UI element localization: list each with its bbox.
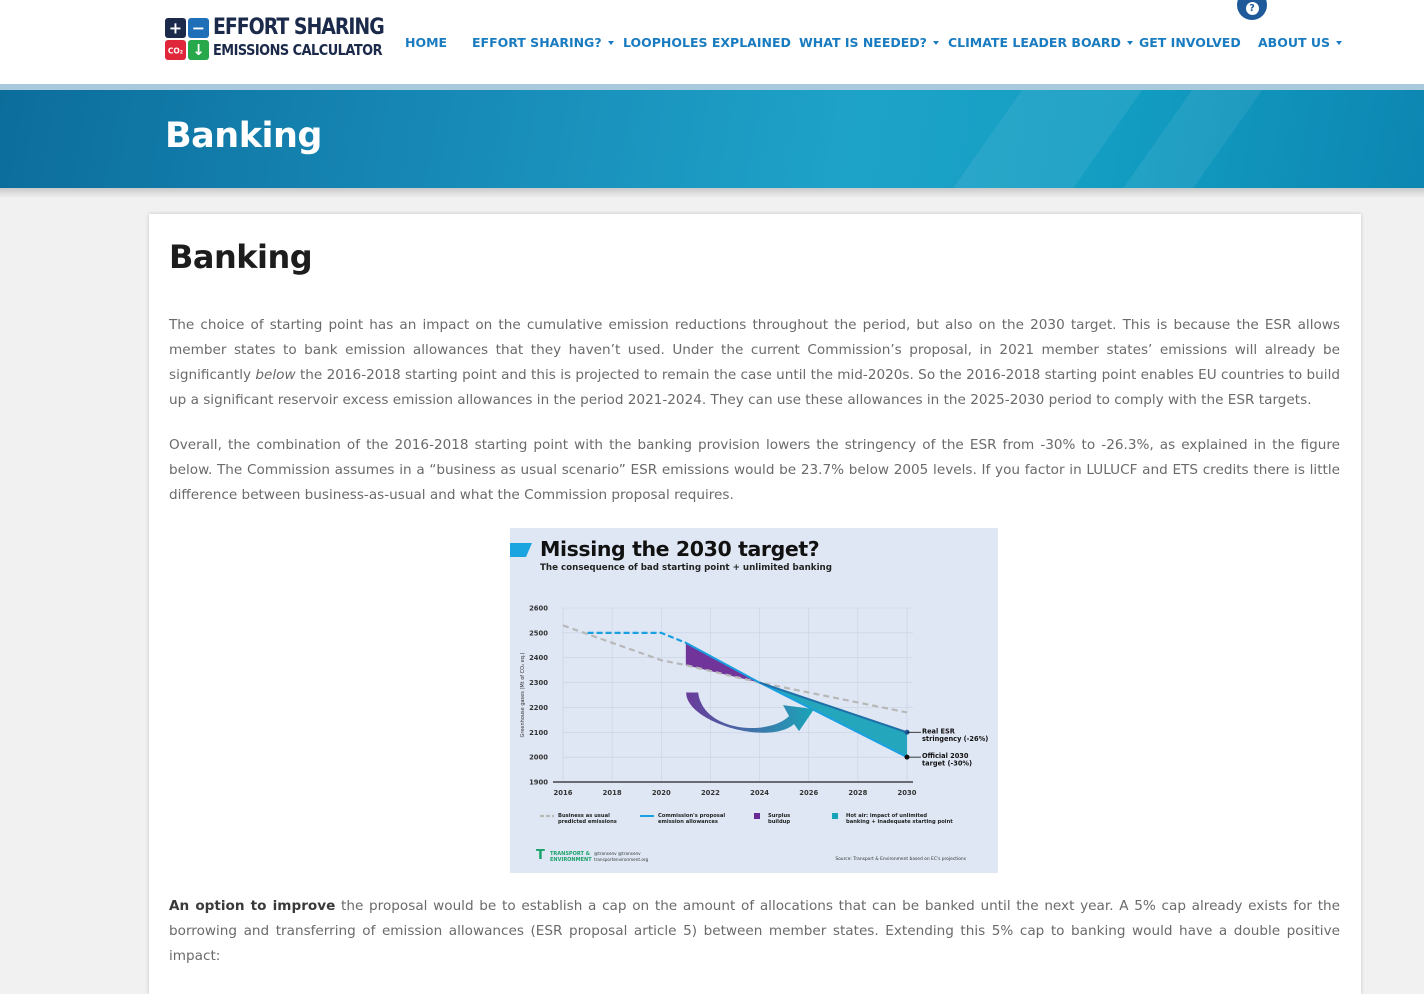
- y-tick-label: 2300: [529, 679, 548, 688]
- chart-title: Missing the 2030 target?: [540, 537, 820, 561]
- legend-swatch: [754, 813, 760, 819]
- logo-minus-glyph: −: [191, 18, 206, 38]
- series-line-1: [588, 633, 686, 643]
- legend-label: Hot air: impact of unlimited: [846, 813, 928, 819]
- brand-line: TRANSPORT &: [550, 851, 590, 857]
- nav-climate-leader-board[interactable]: [948, 35, 1133, 51]
- paragraph-text: the 2016-2018 starting point and this is projected to remain the case until the mid-2020s. So the 2016-2018 starting point enables EU countries to build up a significant reservoir excess emission allowances in the period 2021-2024. They can use these allowances in the 2025-2030 period to comply with the ESR targets.: [169, 367, 1340, 408]
- nav-about-us-label: ABOUT US: [1258, 35, 1331, 50]
- site-logo[interactable]: [165, 15, 384, 61]
- banner-shadow: [0, 188, 1424, 198]
- nav-about-us[interactable]: [1258, 35, 1342, 51]
- emphasis-text: below: [255, 367, 296, 383]
- x-tick-label: 2026: [799, 789, 819, 797]
- paragraph-text: the proposal would be to establish a cap on the amount of allocations that can be banked until the next year. A 5% cap already exists for the borrowing and transferring of emission allowances (ESR proposal article 5) between member states. Extending this 5% cap to banking would have a double positive impact:: [169, 898, 1340, 964]
- content-card: [149, 214, 1361, 994]
- page-title: Banking: [169, 238, 313, 276]
- paragraph-stringency: Overall, the combination of the 2016-2018 starting point with the banking provision lowers the stringency of the ESR from -30% to -26.3%, as explained in the figure below. The Commission assumes in a “business as usual scenario” ESR emissions would be 23.7% below 2005 levels. If you factor in LULUCF and ETS credits there is little difference between business-as-usual and what the Commission proposal requires.: [169, 437, 1340, 503]
- logo-subtitle: EMISSIONS CALCULATOR: [213, 41, 382, 59]
- annotation-label: stringency (-26%): [922, 734, 989, 743]
- paragraph-text: The choice of starting point has an impact on the cumulative emission reductions throughout the period, but also on the 2030 target. This is because the ESR allows member states to bank emission allowances that they haven’t used. Under the current Commission’s proposal, in 2021 member states’ emissions will already be significantly: [169, 317, 1340, 383]
- chart-figure: [510, 528, 998, 873]
- legend-label: buildup: [768, 819, 791, 825]
- x-tick-label: 2024: [750, 789, 770, 797]
- nav-climate-leader-board-label: CLIMATE LEADER BOARD: [948, 35, 1121, 50]
- y-tick-label: 2200: [529, 703, 548, 712]
- logo-arrow-glyph: ↓: [192, 41, 205, 59]
- y-axis-label: Greenhouse gases (Mt of CO₂ eq.): [520, 652, 526, 738]
- y-tick-label: 2100: [529, 728, 548, 737]
- banner-title: Banking: [165, 116, 322, 156]
- legend-label: predicted emissions: [558, 819, 617, 825]
- legend-label: Business as usual: [558, 813, 610, 819]
- chevron-down-icon: [1336, 41, 1342, 45]
- annotation-label: Official 2030: [922, 752, 969, 761]
- legend-label: Surplus: [768, 813, 791, 819]
- page-banner: [0, 90, 1424, 188]
- help-glyph: ?: [1246, 2, 1259, 15]
- nav-get-involved[interactable]: [1139, 35, 1241, 51]
- chevron-down-icon: [608, 41, 614, 45]
- chart-source: Source: Transport & Environment based on EC's projections: [835, 857, 966, 862]
- bold-text: An option to improve: [169, 898, 336, 914]
- top-navigation-bar: [0, 0, 1424, 84]
- annotation-label: target (-30%): [922, 759, 973, 768]
- nav-effort-sharing[interactable]: [472, 35, 614, 51]
- nav-what-is-needed-label: WHAT IS NEEDED?: [799, 35, 927, 50]
- chevron-down-icon: [1127, 41, 1133, 45]
- nav-get-involved-label: GET INVOLVED: [1139, 35, 1241, 50]
- legend-label: banking + inadequate starting point: [846, 819, 953, 825]
- brand-handles: @transenv @transenv: [594, 851, 641, 856]
- x-tick-label: 2028: [848, 789, 868, 797]
- nav-what-is-needed[interactable]: [799, 35, 939, 51]
- paragraph-option-to-improve: [169, 894, 1340, 969]
- brand-line: ENVIRONMENT: [550, 857, 592, 863]
- nav-effort-sharing-label: EFFORT SHARING?: [472, 35, 602, 50]
- y-tick-label: 1900: [529, 778, 548, 787]
- nav-home-label: HOME: [405, 35, 448, 50]
- te-logo-icon: T: [536, 848, 545, 863]
- x-tick-label: 2018: [602, 789, 622, 797]
- y-tick-label: 2400: [529, 654, 548, 663]
- nav-loopholes-explained[interactable]: [623, 35, 791, 51]
- legend-swatch: [832, 813, 838, 819]
- annotation-label: Real ESR: [922, 727, 955, 736]
- logo-plus-glyph: +: [168, 18, 183, 38]
- chart-subtitle: The consequence of bad starting point + unlimited banking: [540, 563, 832, 573]
- y-tick-label: 2500: [529, 629, 548, 638]
- brand-url: transportenvironment.org: [594, 857, 649, 862]
- logo-co2-glyph: CO₂: [167, 46, 184, 56]
- nav-home[interactable]: [405, 35, 447, 51]
- question-circle-icon[interactable]: [1237, 0, 1267, 20]
- legend-label: emission allowances: [658, 819, 719, 825]
- x-tick-label: 2020: [651, 789, 671, 797]
- x-tick-label: 2022: [700, 789, 720, 797]
- chart-canvas: [510, 528, 998, 873]
- x-tick-label: 2016: [553, 789, 573, 797]
- paragraph-starting-point: [169, 313, 1340, 413]
- x-tick-label: 2030: [897, 789, 917, 797]
- legend-label: Commission's proposal: [658, 813, 726, 819]
- y-tick-label: 2600: [529, 604, 548, 613]
- logo-title: EFFORT SHARING: [213, 15, 384, 40]
- y-tick-label: 2000: [529, 753, 548, 762]
- calculator-logo-icon: [165, 18, 209, 60]
- nav-loopholes-label: LOOPHOLES EXPLAINED: [623, 35, 791, 50]
- banner-decoration: [910, 90, 1170, 188]
- chevron-down-icon: [933, 41, 939, 45]
